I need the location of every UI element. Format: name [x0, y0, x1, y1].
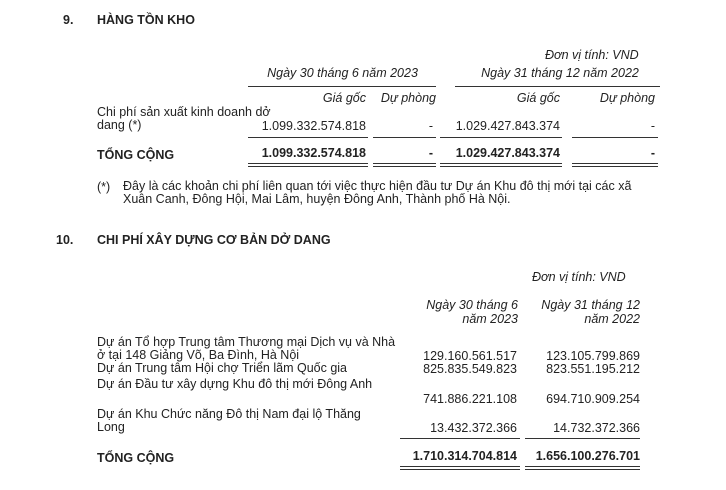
cip-row-value-2: 123.105.799.869	[546, 349, 640, 363]
section-9-total-prov-1: -	[428, 146, 433, 160]
section-10-total-value-1: 1.710.314.704.814	[412, 449, 517, 463]
section-10-total-value-2: 1.656.100.276.701	[535, 449, 640, 463]
section-10-period-1-line-1: Ngày 30 tháng 6	[426, 298, 518, 312]
cip-rule-2	[525, 438, 640, 439]
section-10-period-1-line-2: năm 2023	[462, 312, 518, 326]
row-rule-3	[440, 137, 562, 138]
cip-row-label: Dự án Đầu tư xây dựng Khu đô thị mới Đông Anh	[97, 377, 373, 391]
inventory-row-prov-2: -	[650, 119, 655, 133]
cip-row-value-2: 694.710.909.254	[546, 392, 640, 406]
note-text: Đây là các khoản chi phí liên quan tới việc thực hiện đầu tư Dự án Khu đô thị mới tại các xã Xuân Canh, Đông Hội, Mai Lâm, huyện Đông Anh, Thành phố Hà Nội.	[123, 179, 632, 206]
total-rule-2	[373, 163, 436, 167]
section-9-number: 9.	[63, 13, 74, 27]
section-9-total-prov-2: -	[650, 146, 655, 160]
cip-row-label: Dự án Trung tâm Hội chợ Triển lãm Quốc gia	[97, 361, 347, 375]
period-2-underline	[455, 86, 660, 87]
inventory-row-cost-1: 1.099.332.574.818	[261, 119, 366, 133]
section-10-period-2-line-2: năm 2022	[584, 312, 640, 326]
cip-row-value-1: 129.160.561.517	[423, 349, 517, 363]
section-10-total-label: TỔNG CỘNG	[97, 451, 175, 465]
col-provision-1: Dự phòng	[380, 91, 436, 105]
section-9-title: HÀNG TỒN KHO	[97, 13, 195, 27]
col-cost-1: Giá gốc	[322, 91, 366, 105]
cip-row-value-1: 825.835.549.823	[423, 362, 517, 376]
cip-total-rule-2	[525, 466, 640, 470]
cip-row-label: Dự án Tổ hợp Trung tâm Thương mại Dịch vụ và Nhà ở tại 148 Giảng Võ, Ba Đình, Hà Nội	[97, 335, 396, 362]
cip-row-value-1: 741.886.221.108	[423, 392, 517, 406]
col-cost-2: Giá gốc	[516, 91, 560, 105]
section-9-period-2: Ngày 31 tháng 12 năm 2022	[481, 66, 639, 80]
row-rule-4	[572, 137, 658, 138]
row-rule-1	[248, 137, 368, 138]
inventory-row-label: Chi phí sản xuất kinh doanh dở dang (*)	[97, 105, 271, 132]
row-rule-2	[373, 137, 436, 138]
col-provision-2: Dự phòng	[599, 91, 655, 105]
note-mark: (*)	[97, 180, 111, 194]
inventory-row-prov-1: -	[428, 119, 433, 133]
section-10-number: 10.	[56, 233, 74, 247]
section-9-total-cost-1: 1.099.332.574.818	[261, 146, 366, 160]
total-rule-4	[572, 163, 658, 167]
section-9-period-1: Ngày 30 tháng 6 năm 2023	[267, 66, 418, 80]
total-rule-1	[248, 163, 368, 167]
period-1-underline	[248, 86, 436, 87]
cip-row-value-1: 13.432.372.366	[430, 421, 517, 435]
total-rule-3	[440, 163, 562, 167]
section-9-total-cost-2: 1.029.427.843.374	[455, 146, 560, 160]
cip-row-label: Dự án Khu Chức năng Đô thị Nam đại lộ Thăng Long	[97, 407, 361, 434]
cip-row-value-2: 823.551.195.212	[546, 362, 640, 376]
section-10-title: CHI PHÍ XÂY DỰNG CƠ BẢN DỞ DANG	[97, 233, 331, 247]
section-10-period-2-line-1: Ngày 31 tháng 12	[541, 298, 640, 312]
section-9-unit: Đơn vị tính: VND	[545, 48, 639, 62]
inventory-row-cost-2: 1.029.427.843.374	[455, 119, 560, 133]
cip-rule-1	[400, 438, 520, 439]
section-10-unit: Đơn vị tính: VND	[532, 270, 626, 284]
section-9-total-label: TỔNG CỘNG	[97, 148, 175, 162]
cip-total-rule-1	[400, 466, 520, 470]
cip-row-value-2: 14.732.372.366	[553, 421, 640, 435]
